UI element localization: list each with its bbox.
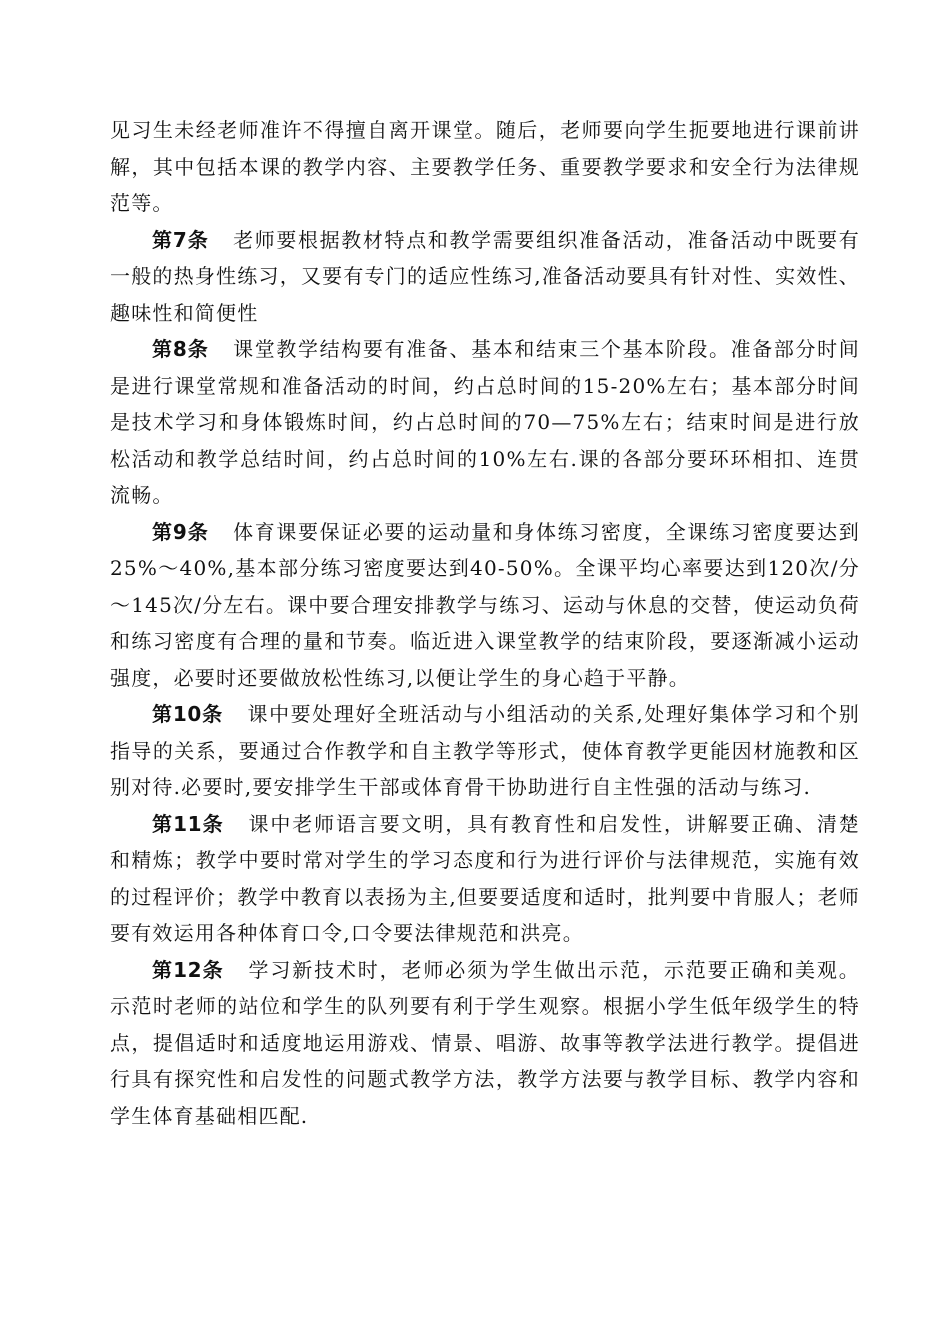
article-8 [110, 331, 860, 514]
article-10 [110, 696, 860, 806]
article-label: 第9条 [152, 519, 209, 544]
article-7 [110, 222, 860, 332]
article-text: 体育课要保证必要的运动量和身体练习密度，全课练习密度要达到25%～40%,基本部分练习密度要达到40-50%。全课平均心率要达到120次/分～145次/分左右。课中要合理安排教学与练习、运动与休息的交替，使运动负荷和练习密度有合理的量和节奏。临近进入课堂教学的结束阶段，要逐渐减小运动强度，必要时还要做放松性练习,以便让学生的身心趋于平静。 [110, 519, 860, 690]
article-11 [110, 806, 860, 952]
article-text: 老师要根据教材特点和教学需要组织准备活动，准备活动中既要有一般的热身性练习，又要有专门的适应性练习,准备活动要具有针对性、实效性、趣味性和简便性 [110, 227, 860, 325]
article-text: 课中老师语言要文明，具有教育性和启发性，讲解要正确、清楚和精炼；教学中要时常对学生的学习态度和行为进行评价与法律规范，实施有效的过程评价；教学中教育以表扬为主,但要要适度和适时，批判要中肯服人；老师要有效运用各种体育口令,口令要法律规范和洪亮。 [110, 811, 860, 945]
intro-paragraph: 见习生未经老师准许不得擅自离开课堂。随后，老师要向学生扼要地进行课前讲解，其中包括本课的教学内容、主要教学任务、重要教学要求和安全行为法律规范等。 [110, 118, 860, 215]
article-9 [110, 514, 860, 697]
article-text: 学习新技术时，老师必须为学生做出示范，示范要正确和美观。示范时老师的站位和学生的队列要有利于学生观察。根据小学生低年级学生的特点，提倡适时和适度地运用游戏、情景、唱游、故事等教学法进行教学。提倡进行具有探究性和启发性的问题式教学方法，教学方法要与教学目标、教学内容和学生体育基础相匹配. [110, 957, 860, 1128]
article-label: 第10条 [152, 702, 224, 726]
article-text: 课堂教学结构要有准备、基本和结束三个基本阶段。准备部分时间是进行课堂常规和准备活动的时间，约占总时间的15-20%左右；基本部分时间是技术学习和身体锻炼时间，约占总时间的70—75%左右；结束时间是进行放松活动和教学总结时间，约占总时间的10%左右.课的各部分要环环相扣、连贯流畅。 [110, 337, 860, 507]
article-label: 第11条 [152, 811, 224, 836]
article-label: 第7条 [152, 227, 209, 252]
article-label: 第12条 [152, 957, 224, 982]
article-text: 课中要处理好全班活动与小组活动的关系,处理好集体学习和个别指导的关系，要通过合作教学和自主教学等形式，使体育教学更能因材施教和区别对待.必要时,要安排学生干部或体育骨干协助进行自主性强的活动与练习. [110, 702, 860, 799]
document-page [110, 112, 860, 1134]
article-label: 第8条 [152, 337, 209, 361]
article-12 [110, 952, 860, 1135]
